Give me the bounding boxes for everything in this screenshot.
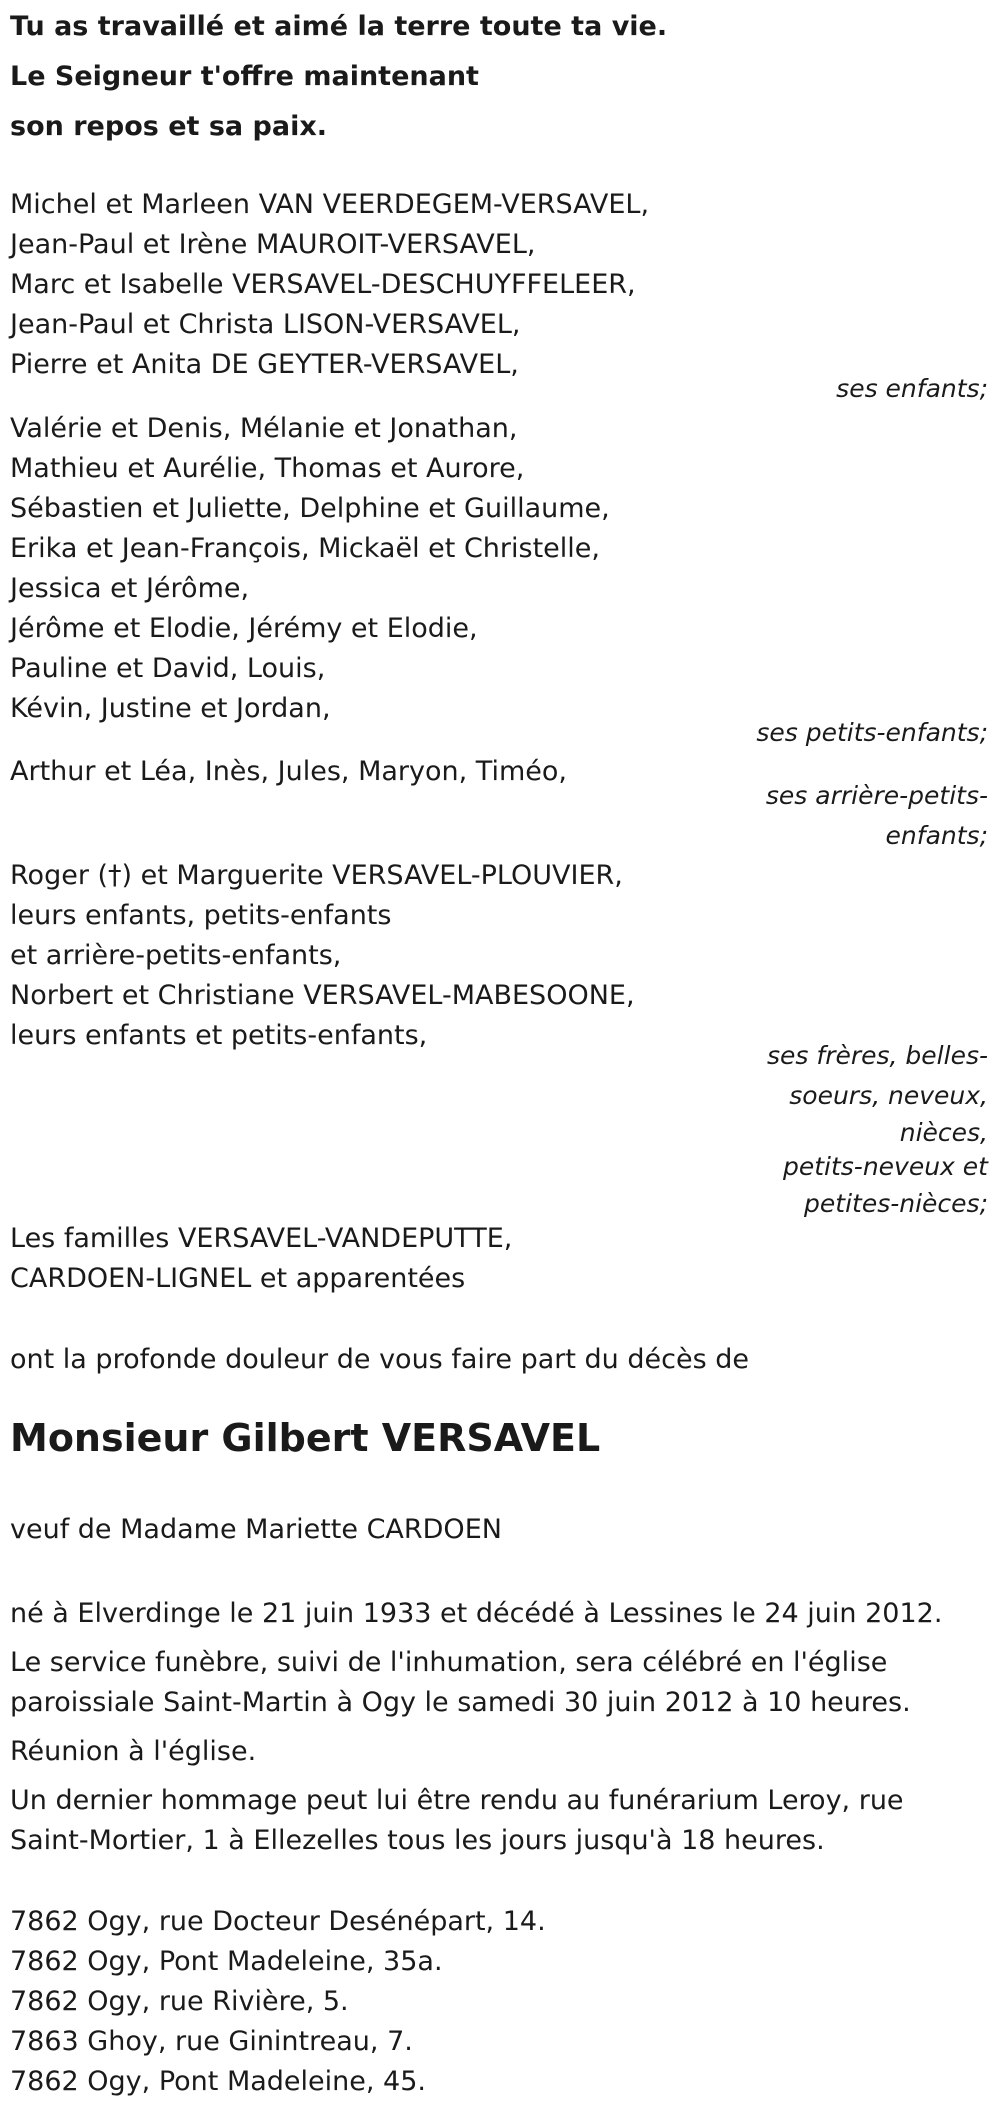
announcement-text: ont la profonde douleur de vous faire part du décès de [10, 1344, 749, 1375]
relation-label: ses enfants; [836, 374, 988, 403]
service-text: Le service funèbre, suivi de l'inhumation, sera célébré en l'église paroissiale Saint-Martin à Ogy le samedi 30 juin 2012 à 10 heures. [10, 1647, 911, 1718]
relation-great-grandchildren [766, 776, 988, 856]
family-line: Jérôme et Elodie, Jérémy et Elodie, [10, 613, 478, 644]
widower-text: veuf de Madame Mariette CARDOEN [10, 1514, 502, 1545]
great-grandchildren-list [10, 752, 567, 792]
children-list [10, 185, 649, 385]
relation-label: petits-neveux et [782, 1152, 988, 1181]
relation-grandchildren [756, 713, 988, 753]
meeting-text: Réunion à l'église. [10, 1736, 257, 1767]
families-list [10, 1219, 512, 1299]
family-line: Marc et Isabelle VERSAVEL-DESCHUYFFELEER, [10, 269, 636, 300]
relation-label: enfants; [885, 821, 988, 850]
tribute-text: Un dernier hommage peut lui être rendu au funérarium Leroy, rue Saint-Mortier, 1 à Ellezelles tous les jours jusqu'à 18 heures. [10, 1785, 904, 1856]
grandchildren-list [10, 409, 610, 729]
family-line: Kévin, Justine et Jordan, [10, 693, 331, 724]
quote-line-3: son repos et sa paix. [10, 111, 327, 142]
relation-label: ses arrière-petits- [765, 781, 988, 810]
address-line: 7862 Ogy, Pont Madeleine, 35a. [10, 1946, 443, 1977]
family-line: Valérie et Denis, Mélanie et Jonathan, [10, 413, 518, 444]
quote-line-2: Le Seigneur t'offre maintenant [10, 61, 479, 92]
family-line: Jessica et Jérôme, [10, 573, 250, 604]
family-line: Pauline et David, Louis, [10, 653, 326, 684]
family-line: CARDOEN-LIGNEL et apparentées [10, 1263, 466, 1294]
relation-children [836, 369, 988, 409]
siblings-list [10, 856, 635, 1056]
family-line: et arrière-petits-enfants, [10, 940, 342, 971]
family-line: Mathieu et Aurélie, Thomas et Aurore, [10, 453, 525, 484]
family-line: leurs enfants et petits-enfants, [10, 1020, 428, 1051]
deceased-name: Monsieur Gilbert VERSAVEL [10, 1416, 601, 1460]
family-line: leurs enfants, petits-enfants [10, 900, 392, 931]
family-line: Norbert et Christiane VERSAVEL-MABESOONE, [10, 980, 635, 1011]
opening-quote [10, 2, 667, 152]
relation-label: ses petits-enfants; [756, 718, 988, 747]
family-line: Pierre et Anita DE GEYTER-VERSAVEL, [10, 349, 519, 380]
birth-death-text: né à Elverdinge le 21 juin 1933 et décédé à Lessines le 24 juin 2012. [10, 1598, 943, 1629]
relation-label: nièces, [899, 1118, 988, 1147]
family-line: Les familles VERSAVEL-VANDEPUTTE, [10, 1223, 513, 1254]
family-line: Michel et Marleen VAN VEERDEGEM-VERSAVEL, [10, 189, 650, 220]
family-line: Jean-Paul et Irène MAUROIT-VERSAVEL, [10, 229, 536, 260]
family-line: Roger (†) et Marguerite VERSAVEL-PLOUVIER, [10, 860, 623, 891]
address-line: 7862 Ogy, rue Rivière, 5. [10, 1986, 349, 2017]
family-line: Arthur et Léa, Inès, Jules, Maryon, Timéo, [10, 756, 567, 787]
relation-label: soeurs, neveux, [789, 1081, 988, 1110]
relation-label: petites-nièces; [804, 1189, 988, 1218]
address-line: 7862 Ogy, rue Docteur Desénépart, 14. [10, 1906, 546, 1937]
relation-label: ses frères, belles- [767, 1041, 988, 1070]
relation-siblings [767, 1036, 988, 1224]
address-line: 7863 Ghoy, rue Ginintreau, 7. [10, 2026, 413, 2057]
family-line: Sébastien et Juliette, Delphine et Guillaume, [10, 493, 610, 524]
addresses-list [10, 1902, 546, 2102]
family-line: Jean-Paul et Christa LISON-VERSAVEL, [10, 309, 521, 340]
family-line: Erika et Jean-François, Mickaël et Christelle, [10, 533, 600, 564]
address-line: 7862 Ogy, Pont Madeleine, 45. [10, 2066, 426, 2097]
quote-line-1: Tu as travaillé et aimé la terre toute ta vie. [10, 11, 668, 42]
